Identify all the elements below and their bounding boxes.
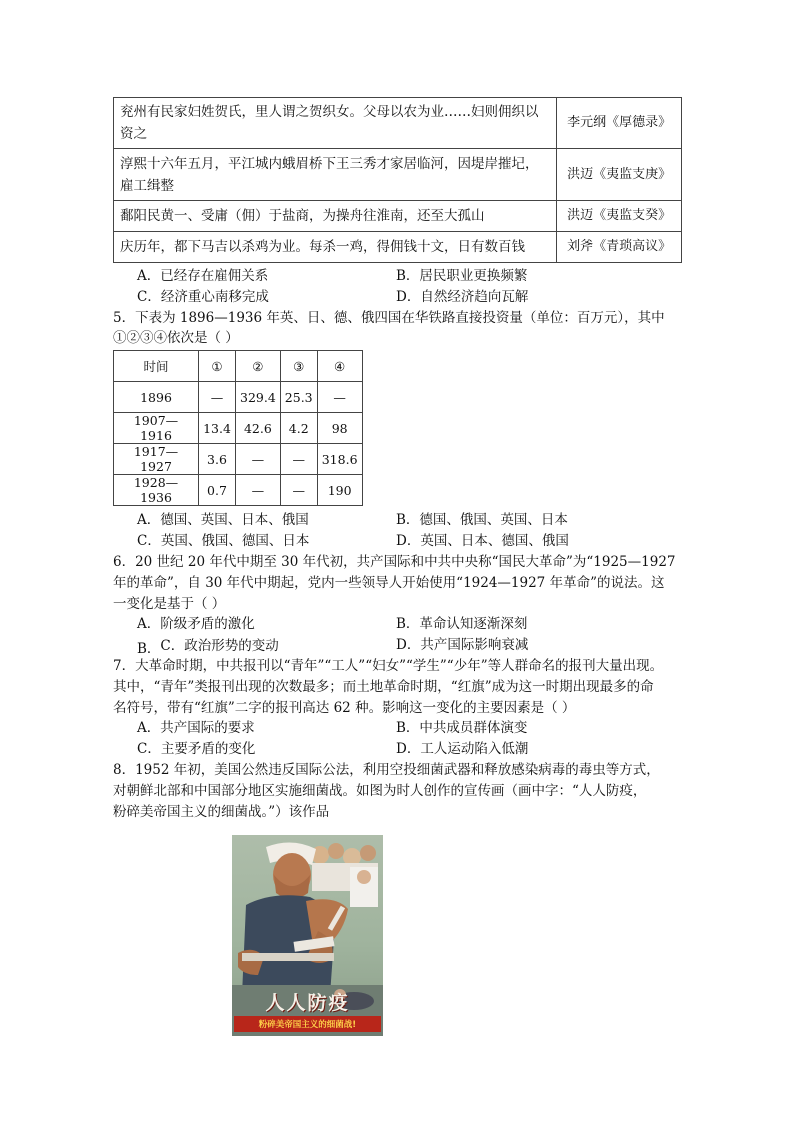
source-citation: 洪迈《夷监支庚》 — [557, 149, 682, 201]
q4-option-b[interactable]: B．居民职业更换频繁 — [396, 268, 528, 284]
q7-stem-cont: 其中，“青年”类报刊出现的次数最多；而土地革命时期，“红旗”成为这一时期出现最多的命 — [113, 679, 654, 695]
table-cell: 1896 — [114, 382, 199, 413]
table-cell: 4.2 — [280, 413, 317, 444]
poster-slogan: 粉碎美帝国主义的细菌战! — [234, 1016, 381, 1032]
table-row — [114, 475, 363, 506]
stray-label: B． — [137, 641, 161, 657]
q5-option-d[interactable]: D．英国、日本、德国、俄国 — [396, 533, 569, 549]
propaganda-poster — [232, 835, 383, 1036]
q7-stem: 7．大革命时期，中共报刊以“青年”“工人”“妇女”“学生”“少年”等人群命名的报刊大量出现。 — [113, 658, 664, 674]
source-citation: 洪迈《夷监支癸》 — [557, 201, 682, 232]
q6-option-a[interactable]: A．阶级矛盾的激化 — [137, 616, 255, 632]
table-cell: — — [199, 382, 236, 413]
q5-option-b[interactable]: B．德国、俄国、英国、日本 — [396, 512, 568, 528]
q7-option-b[interactable]: B．中共成员群体演变 — [396, 720, 528, 736]
q7-option-d[interactable]: D．工人运动陷入低潮 — [396, 741, 529, 757]
table-cell: 329.4 — [236, 382, 281, 413]
column-header: ① — [199, 351, 236, 382]
q7-stem-cont: 名符号，带有“红旗”二字的报刊高达 62 种。影响这一变化的主要因素是（ ） — [113, 700, 576, 716]
table-row — [114, 444, 363, 475]
table-cell: 190 — [317, 475, 362, 506]
table-row — [114, 149, 682, 201]
q5-option-c[interactable]: C．英国、俄国、德国、日本 — [137, 533, 310, 549]
table-row — [114, 413, 363, 444]
q5-stem: 5．下表为 1896—1936 年英、日、德、俄四国在华铁路直接投资量（单位：百万元），其中 — [113, 310, 665, 326]
q6-stem: 6．20 世纪 20 年代中期至 30 年代初，共产国际和中共中央称“国民大革命”为“1925—1927 — [113, 554, 676, 570]
column-header: ④ — [317, 351, 362, 382]
source-text: 鄱阳民黄一、受庸（佣）于盐商，为操舟往淮南，还至大孤山 — [114, 201, 557, 232]
source-citation: 刘斧《青琐高议》 — [557, 232, 682, 263]
q8-stem: 8．1952 年初，美国公然违反国际公法，利用空投细菌武器和释放感染病毒的毒虫等方式， — [113, 762, 660, 778]
table-cell: — — [317, 382, 362, 413]
q4-option-a[interactable]: A．已经存在雇佣关系 — [137, 268, 269, 284]
q5-stem-cont: ①②③④依次是（ ） — [113, 330, 239, 346]
q5-investment-table — [113, 350, 363, 506]
source-citation: 李元纲《厚德录》 — [557, 98, 682, 149]
q4-source-table — [113, 97, 682, 263]
table-cell: — — [280, 444, 317, 475]
table-row — [114, 201, 682, 232]
table-row — [114, 98, 682, 149]
crowd-figures — [311, 843, 378, 907]
q6-stem-cont: 一变化是基于（ ） — [113, 596, 226, 612]
source-text: 淳熙十六年五月，平江城内蛾眉桥下王三秀才家居临河，因堤岸摧圮，雇工缉整 — [114, 149, 557, 201]
column-header: ② — [236, 351, 281, 382]
table-cell: — — [236, 475, 281, 506]
table-cell: 3.6 — [199, 444, 236, 475]
column-header: ③ — [280, 351, 317, 382]
table-header-row — [114, 351, 363, 382]
source-text: 庆历年，都下马吉以杀鸡为业。每杀一鸡，得佣钱十文，日有数百钱 — [114, 232, 557, 263]
table-cell: 1917—1927 — [114, 444, 199, 475]
q6-stem-cont: 年的革命”，自 30 年代中期起，党内一些领导人开始使用“1924—1927 年革命”的说法。这 — [113, 575, 665, 591]
q4-option-d[interactable]: D．自然经济趋向瓦解 — [396, 289, 529, 305]
table-cell: 0.7 — [199, 475, 236, 506]
table-cell: 1907—1916 — [114, 413, 199, 444]
table-cell: 25.3 — [280, 382, 317, 413]
option-text: C．政治形势的变动 — [160, 638, 279, 654]
q5-option-a[interactable]: A．德国、英国、日本、俄国 — [137, 512, 309, 528]
source-text: 兖州有民家妇姓贺氏，里人谓之贺织女。父母以农为业……妇则佣织以资之 — [114, 98, 557, 149]
table-cell: 13.4 — [199, 413, 236, 444]
table-row — [114, 232, 682, 263]
q7-option-a[interactable]: A．共产国际的要求 — [137, 720, 255, 736]
table-cell: 1928—1936 — [114, 475, 199, 506]
poster-title: 人人防疫 — [265, 992, 350, 1014]
table-row — [114, 382, 363, 413]
q4-option-c[interactable]: C．经济重心南移完成 — [137, 289, 269, 305]
q6-option-b[interactable]: B．革命认知逐渐深刻 — [396, 616, 528, 632]
q8-stem-cont: 对朝鲜北部和中国部分地区实施细菌战。如图为时人创作的宣传画（画中字：“人人防疫， — [113, 783, 647, 799]
column-header: 时间 — [114, 351, 199, 382]
q8-stem-cont: 粉碎美帝国主义的细菌战。”）该作品 — [113, 804, 330, 820]
table-cell: 318.6 — [317, 444, 362, 475]
table-cell: — — [236, 444, 281, 475]
q6-option-d[interactable]: D．共产国际影响衰减 — [396, 637, 529, 653]
table-cell: 42.6 — [236, 413, 281, 444]
table-cell: 98 — [317, 413, 362, 444]
table-cell: — — [280, 475, 317, 506]
q7-option-c[interactable]: C．主要矛盾的变化 — [137, 741, 256, 757]
q6-option-c[interactable] — [137, 636, 279, 656]
